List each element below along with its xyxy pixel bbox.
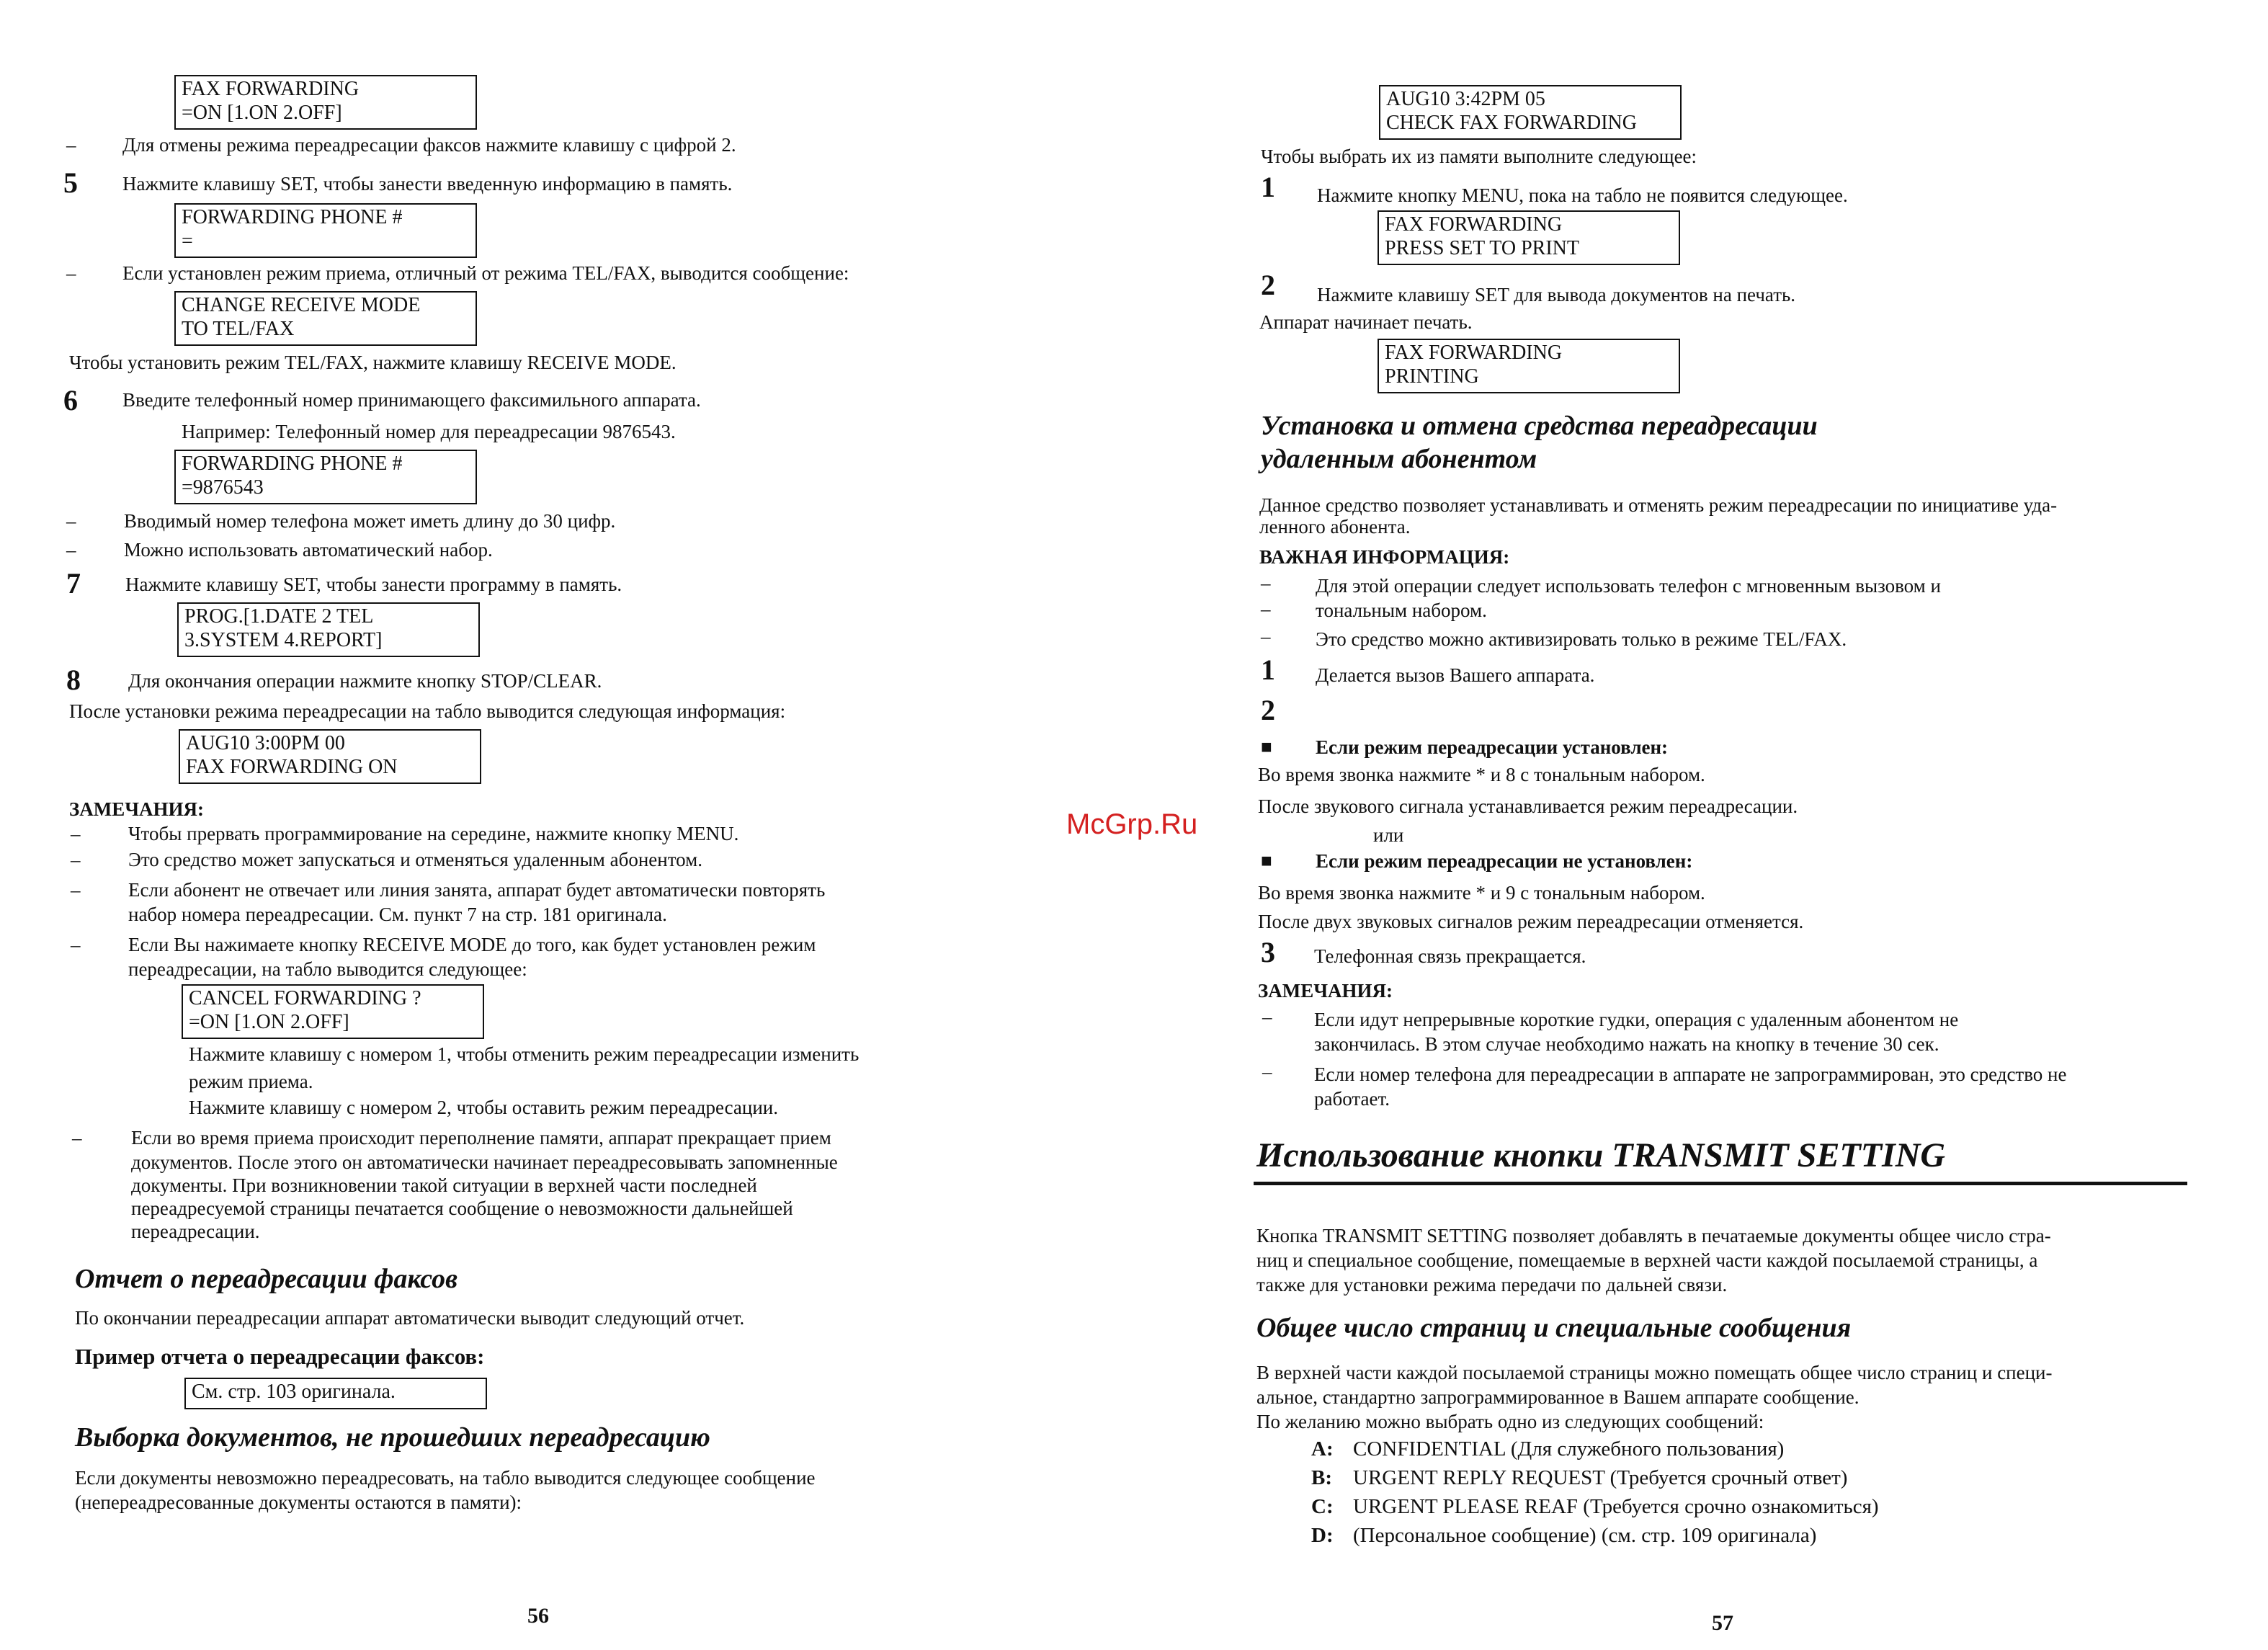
page-number: 57	[1712, 1611, 1733, 1635]
step-5-text: Нажмите клавишу SET, чтобы занести введенную информацию в память.	[122, 173, 733, 195]
step-8-text: Для окончания операции нажмите кнопку STOP/CLEAR.	[128, 670, 602, 692]
important-title: ВАЖНАЯ ИНФОРМАЦИЯ:	[1259, 546, 1510, 568]
option-item: B: URGENT REPLY REQUEST (Требуется срочный ответ)	[1311, 1466, 1848, 1489]
step-number: 1	[1261, 654, 1275, 686]
remote-note-2b: работает.	[1314, 1088, 1390, 1110]
bullet-dash: –	[71, 879, 81, 901]
choose-instruction: Чтобы выбрать их из памяти выполните следующее:	[1261, 146, 1697, 167]
lcd-check-fax-forwarding: AUG10 3:42PM 05 CHECK FAX FORWARDING	[1379, 85, 1682, 140]
step-number: 1	[1261, 171, 1275, 203]
important-2: тональным набором.	[1316, 599, 1487, 621]
case-set-title: Если режим переадресации установлен:	[1316, 736, 1669, 758]
step-number: 7	[66, 567, 81, 599]
step-number: 2	[1261, 269, 1275, 301]
heading-transmit-setting: Использование кнопки TRANSMIT SETTING	[1256, 1136, 1946, 1174]
step-number: 2	[1261, 694, 1275, 726]
heading-retrieve-documents: Выборка документов, не прошедших переадресацию	[75, 1422, 710, 1453]
important-3: Это средство можно активизировать только в режиме TEL/FAX.	[1316, 628, 1847, 650]
note-5e: переадресации.	[131, 1221, 260, 1242]
remote-note-2a: Если номер телефона для переадресации в аппарате не запрограммирован, это средство не	[1314, 1063, 2067, 1085]
note-5b: документов. После этого он автоматически начинает переадресовывать запомненные	[131, 1151, 838, 1173]
option-item: A: CONFIDENTIAL (Для служебного пользования)	[1311, 1437, 1785, 1461]
total-text-a: В верхней части каждой посылаемой страницы можно помещать общее число страниц и специ-	[1256, 1362, 2053, 1383]
remote-text-b: ленного абонента.	[1259, 516, 1411, 538]
step-7-text: Нажмите клавишу SET, чтобы занести программу в память.	[125, 574, 622, 595]
bullet-dash: –	[1262, 1061, 1272, 1082]
total-text-b: альное, стандартно запрограммированное в Вашем аппарате сообщение.	[1256, 1386, 1860, 1408]
note-3a: Если абонент не отвечает или линия занята, аппарат будет автоматически повторять	[128, 879, 826, 901]
note-5a: Если во время приема происходит переполнение памяти, аппарат прекращает прием	[131, 1127, 831, 1149]
note-5c: документы. При возникновении такой ситуации в верхней части последней	[131, 1174, 757, 1196]
notes-title: ЗАМЕЧАНИЯ:	[69, 798, 205, 820]
step-2-text: Нажмите клавишу SET для вывода документов на печать.	[1317, 284, 1796, 306]
bullet-dash: –	[66, 262, 76, 284]
bullet-dash: –	[71, 823, 81, 844]
bullet-dash: –	[1261, 625, 1271, 647]
lcd-forwarding-phone-empty: FORWARDING PHONE # =	[174, 203, 477, 258]
heading-total-pages: Общее число страниц и специальные сообщения	[1256, 1313, 1852, 1343]
case-unset-a: Во время звонка нажмите * и 9 с тональным набором.	[1258, 882, 1705, 904]
cancel-note: Для отмены режима переадресации факсов нажмите клавишу с цифрой 2.	[122, 134, 736, 156]
note-4d: режим приема.	[189, 1071, 313, 1092]
lcd-press-set-to-print: FAX FORWARDING PRESS SET TO PRINT	[1378, 210, 1680, 265]
bullet-dash: –	[1261, 572, 1271, 594]
bullet-dash: –	[66, 510, 76, 532]
page-number: 56	[527, 1604, 549, 1628]
lcd-change-receive-mode: CHANGE RECEIVE MODE TO TEL/FAX	[174, 291, 477, 346]
bullet-dash: –	[1261, 598, 1271, 620]
note-5d: переадресуемой страницы печатается сообщение о невозможности дальнейшей	[131, 1198, 793, 1219]
remote-step-3-text: Телефонная связь прекращается.	[1314, 945, 1586, 967]
notes-title: ЗАМЕЧАНИЯ:	[1258, 980, 1393, 1002]
report-example-label: Пример отчета о переадресации факсов:	[75, 1344, 485, 1369]
remote-note-1a: Если идут непрерывные короткие гудки, операция с удаленным абонентом не	[1314, 1009, 1959, 1030]
important-1: Для этой операции следует использовать телефон с мгновенным вызовом и	[1316, 575, 1941, 597]
note-4e: Нажмите клавишу с номером 2, чтобы оставить режим переадресации.	[189, 1097, 779, 1118]
receive-mode-note: Если установлен режим приема, отличный от режима TEL/FAX, выводится сообщение:	[122, 262, 849, 284]
bullet-square: ■	[1261, 850, 1272, 871]
remote-note-1b: закончилась. В этом случае необходимо нажать на кнопку в течение 30 сек.	[1314, 1033, 1939, 1055]
case-unset-b: После двух звуковых сигналов режим переадресации отменяется.	[1258, 911, 1804, 932]
note-4c: Нажмите клавишу с номером 1, чтобы отменить режим переадресации изменить	[189, 1043, 860, 1065]
step-number: 3	[1261, 936, 1275, 968]
bullet-dash: –	[72, 1127, 82, 1149]
length-note: Вводимый номер телефона может иметь длину до 30 цифр.	[124, 510, 616, 532]
lcd-cancel-forwarding: CANCEL FORWARDING ? =ON [1.ON 2.OFF]	[182, 984, 484, 1039]
report-reference-box: См. стр. 103 оригинала.	[184, 1378, 487, 1409]
or-word: или	[1373, 824, 1404, 846]
note-4b: переадресации, на табло выводится следующее:	[128, 958, 527, 980]
total-text-c: По желанию можно выбрать одно из следующих сообщений:	[1256, 1411, 1764, 1432]
note-2: Это средство может запускаться и отменяться удаленным абонентом.	[128, 849, 703, 870]
right-page	[1134, 0, 2268, 1650]
bullet-dash: –	[66, 539, 76, 561]
bullet-dash: –	[71, 934, 81, 955]
option-item: C: URGENT PLEASE REAF (Требуется срочно ознакомиться)	[1311, 1495, 1879, 1518]
step-number: 8	[66, 664, 81, 696]
note-3b: набор номера переадресации. См. пункт 7 на стр. 181 оригинала.	[128, 904, 667, 925]
step-6-text: Введите телефонный номер принимающего факсимильного аппарата.	[122, 389, 701, 411]
transmit-text-b: ниц и специальное сообщение, помещаемые в верхней части каждой посылаемой страницы, а	[1256, 1249, 2038, 1271]
remote-text-a: Данное средство позволяет устанавливать и отменять режим переадресации по инициативе уда-	[1259, 494, 2058, 516]
case-set-b: После звукового сигнала устанавливается режим переадресации.	[1258, 795, 1798, 817]
case-set-a: Во время звонка нажмите * и 8 с тональным набором.	[1258, 764, 1705, 785]
bullet-dash: –	[1262, 1006, 1272, 1027]
lcd-fax-forwarding-status: AUG10 3:00PM 00 FAX FORWARDING ON	[179, 729, 481, 784]
print-start-note: Аппарат начинает печать.	[1259, 311, 1473, 333]
remote-step-1-text: Делается вызов Вашего аппарата.	[1316, 664, 1595, 686]
autodial-note: Можно использовать автоматический набор.	[124, 539, 493, 561]
note-1: Чтобы прервать программирование на середине, нажмите кнопку MENU.	[128, 823, 739, 844]
lcd-printing: FAX FORWARDING PRINTING	[1378, 339, 1680, 393]
after-setup-note: После установки режима переадресации на табло выводится следующая информация:	[69, 700, 786, 722]
report-text: По окончании переадресации аппарат автоматически выводит следующий отчет.	[75, 1307, 745, 1329]
lcd-forwarding-phone-number: FORWARDING PHONE # =9876543	[174, 450, 477, 504]
retrieve-text-a: Если документы невозможно переадресовать, на табло выводится следующее сообщение	[75, 1467, 816, 1489]
step-1-text: Нажмите кнопку MENU, пока на табло не появится следующее.	[1317, 184, 1848, 206]
lcd-fax-forwarding-on: FAX FORWARDING =ON [1.ON 2.OFF]	[174, 75, 477, 130]
step-number: 5	[63, 166, 78, 199]
transmit-text-a: Кнопка TRANSMIT SETTING позволяет добавлять в печатаемые документы общее число стра-	[1256, 1225, 2051, 1247]
heading-remote-forwarding-b: удаленным абонентом	[1261, 444, 1537, 474]
retrieve-text-b: (непереадресованные документы остаются в памяти):	[75, 1491, 522, 1513]
step-number: 6	[63, 384, 78, 416]
heading-forwarding-report: Отчет о переадресации факсов	[75, 1264, 458, 1294]
bullet-dash: –	[71, 849, 81, 870]
bullet-dash: –	[66, 134, 76, 156]
option-item: D: (Персональное сообщение) (см. стр. 109 оригинала)	[1311, 1524, 1817, 1547]
heading-rule	[1254, 1182, 2187, 1185]
transmit-text-c: также для установки режима передачи по дальней связи.	[1256, 1274, 1728, 1296]
heading-remote-forwarding-a: Установка и отмена средства переадресации	[1261, 411, 1818, 441]
set-tel-fax-note: Чтобы установить режим TEL/FAX, нажмите клавишу RECEIVE MODE.	[69, 352, 677, 373]
lcd-prog-menu: PROG.[1.DATE 2 TEL 3.SYSTEM 4.REPORT]	[177, 602, 480, 657]
case-unset-title: Если режим переадресации не установлен:	[1316, 850, 1693, 872]
watermark: McGrp.Ru	[1066, 808, 1198, 840]
bullet-square: ■	[1261, 736, 1272, 757]
note-4a: Если Вы нажимаете кнопку RECEIVE MODE до того, как будет установлен режим	[128, 934, 816, 955]
step-6-example: Например: Телефонный номер для переадресации 9876543.	[182, 421, 676, 442]
